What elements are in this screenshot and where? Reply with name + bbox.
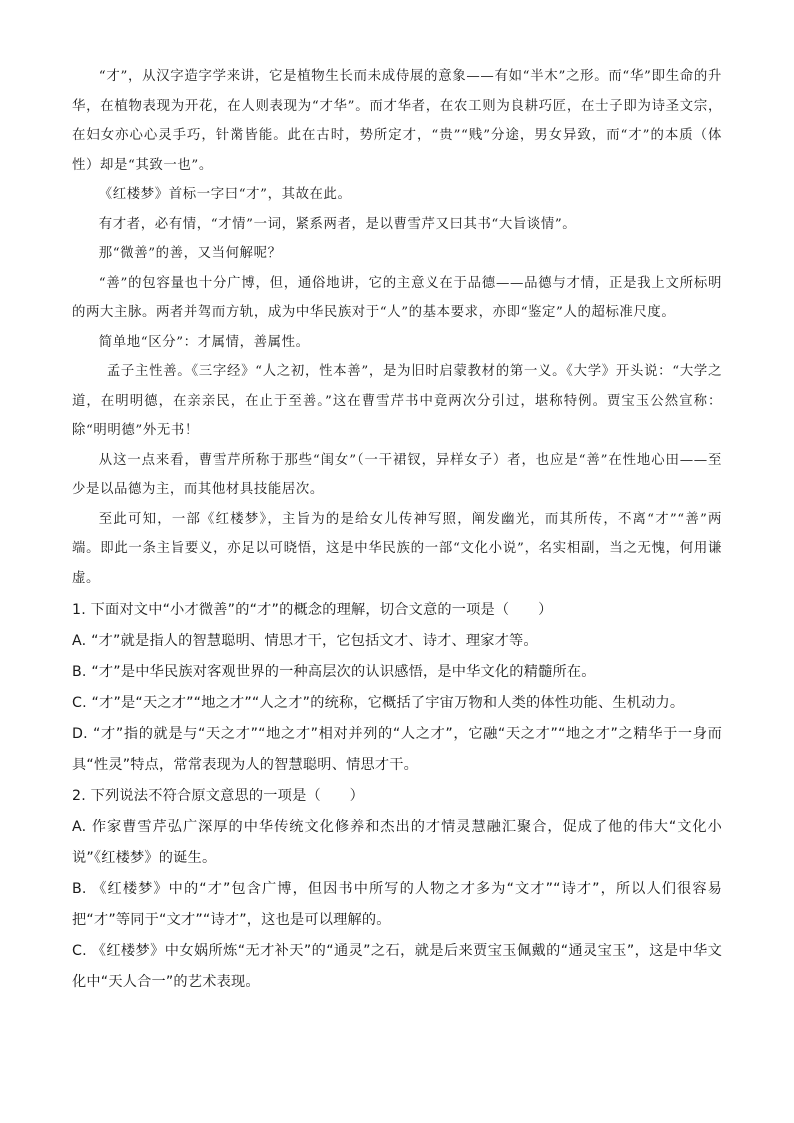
question-1-stem: 1. 下面对文中“小才微善”的“才”的概念的理解，切合文意的一项是（ ）: [72, 602, 553, 618]
passage-paragraph-9: 至此可知，一部《红楼梦》，主旨为的是给女儿传神写照，阐发幽光，而其所传，不离“才”“善”两端。即此一条主旨要义，亦足以可晓悟，这是中华民族的一部“文化小说”，名实相副，当之无愧，何用谦虚。: [72, 511, 722, 586]
question-1-option-d: D. “才”指的就是与“天之才”“地之才”相对并列的“人之才”，它融“天之才”“地之才”之精华于一身而具“性灵”特点，常常表现为人的智慧聪明、情思才干。: [72, 726, 722, 773]
question-1-option-b: B. “才”是中华民族对客观世界的一种高层次的认识感悟，是中华文化的精髓所在。: [72, 664, 596, 680]
question-2-option-c: C. 《红楼梦》中女娲所炼“无才补天”的“通灵”之石，就是后来贾宝玉佩戴的“通灵宝玉”，这是中华文化中“天人合一”的艺术表现。: [72, 943, 722, 990]
passage-paragraph-6: 简单地“区分”：才属情，善属性。: [98, 334, 310, 350]
passage-paragraph-1: “才”，从汉字造字学来讲，它是植物生长而未成侍展的意象——有如“半木”之形。而“华”即生命的升华，在植物表现为开花，在人则表现为“才华”。而才华者，在农工则为良耕巧匠，在士子即为诗圣文宗，在妇女亦心心灵手巧，针黹皆能。此在古时，势所定才，“贵”“贱”分途，男女异致，而“才”的本质（体性）却是“其致一也”。: [72, 69, 722, 173]
passage-paragraph-8: 从这一点来看，曹雪芹所称于那些“闺女”（一干裙钗，异样女子）者，也应是“善”在性地心田——至少是以品德为主，而其他材具技能居次。: [72, 452, 722, 497]
question-1-option-c: C. “才”是“天之才”“地之才”“人之才”的统称，它概括了宇宙万物和人类的体性功能、生机动力。: [72, 695, 685, 711]
question-2-stem: 2. 下列说法不符合原文意思的一项是（ ）: [72, 788, 365, 804]
document-page: [72, 62, 722, 998]
question-2-option-a: A. 作家曹雪芹弘广深厚的中华传统文化修养和杰出的才情灵慧融汇聚合，促成了他的伟大“文化小说”《红楼梦》的诞生。: [72, 819, 722, 866]
passage-paragraph-3: 有才者，必有情，“才情”一词，紧系两者，是以曹雪芹又曰其书“大旨谈情”。: [98, 216, 577, 232]
question-1-option-a: A. “才”就是指人的智慧聪明、情思才干，它包括文才、诗才、理家才等。: [72, 633, 538, 649]
question-list: [72, 595, 722, 998]
passage-paragraph-5: “善”的包容量也十分广博，但，通俗地讲，它的主意义在于品德——品德与才情，正是我上文所标明的两大主脉。两者并驾而方轨，成为中华民族对于“人”的基本要求，亦即“鉴定”人的超标准尺度。: [72, 275, 722, 320]
passage-paragraph-4: 那“微善”的善，又当何解呢？: [98, 246, 282, 261]
question-2-option-b: B. 《红楼梦》中的“才”包含广博，但因书中所写的人物之才多为“文才”“诗才”，所以人们很容易把“才”等同于“文才”“诗才”，这也是可以理解的。: [72, 881, 722, 928]
passage-paragraph-7: 孟子主性善。《三字经》“人之初，性本善”，是为旧时启蒙教材的第一义。《大学》开头说：“大学之道，在明明德，在亲亲民，在止于至善。”这在曹雪芹书中竟两次分引过，堪称特例。贾宝玉公然宣称：除“明明德”外无书！: [72, 364, 722, 438]
passage-paragraph-2: 《红楼梦》首标一字曰“才”，其故在此。: [98, 187, 352, 202]
reading-passage: [72, 62, 722, 593]
